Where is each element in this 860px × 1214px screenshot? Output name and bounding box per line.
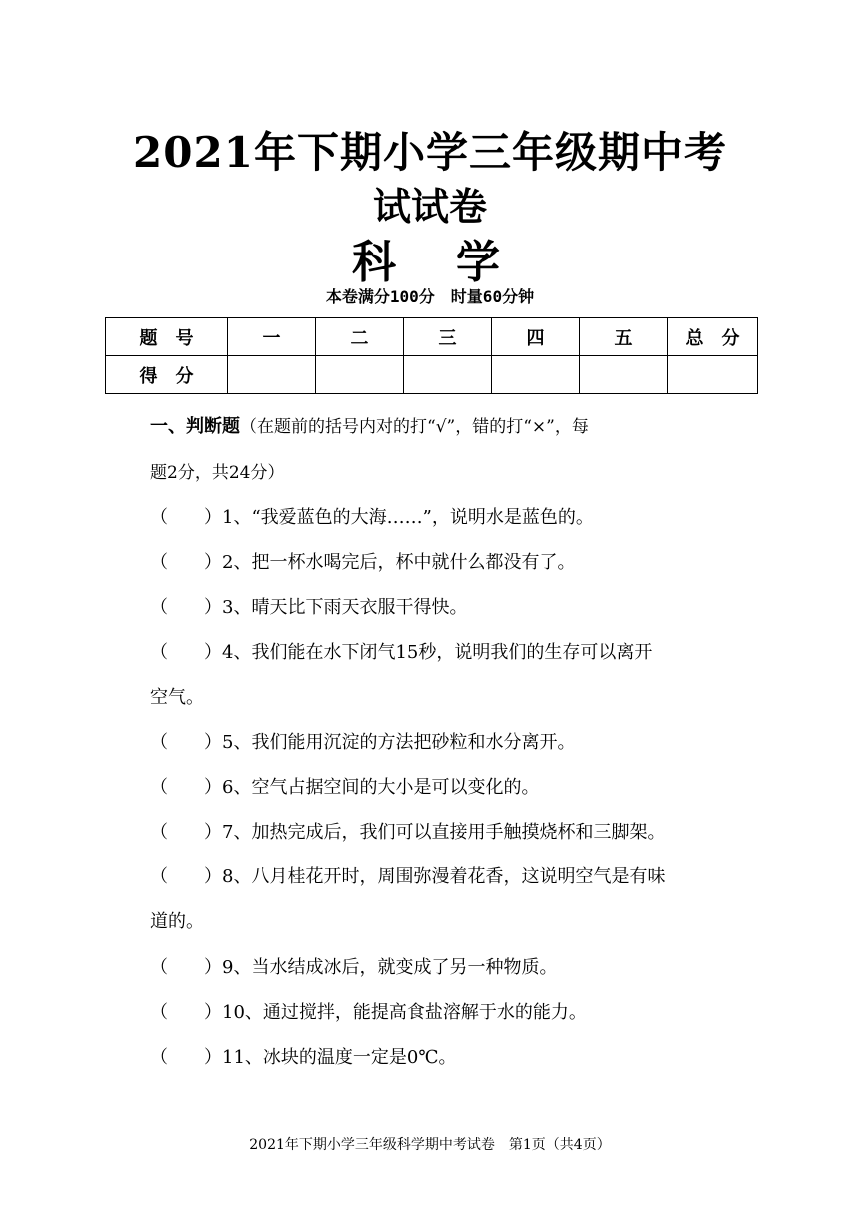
question-8: （ ）8、八月桂花开时，周围弥漫着花香，这说明空气是有味 [150, 866, 666, 887]
score-table [105, 317, 758, 394]
section-1-title: 一、判断题 [150, 416, 240, 437]
exam-meta: 本卷满分100分 时量60分钟 [325, 287, 535, 306]
score-cell-4[interactable] [492, 356, 580, 394]
question-4-cont: 空气。 [150, 687, 204, 708]
section-1-instructions-cont: 题2分，共24分） [150, 463, 285, 483]
question-5: （ ）5、我们能用沉淀的方法把砂粒和水分离开。 [150, 732, 576, 753]
section-4-header: 四 [492, 318, 580, 356]
score-table-header-row [106, 318, 758, 356]
question-3: （ ）3、晴天比下雨天衣服干得快。 [150, 597, 468, 618]
question-10: （ ）10、通过搅拌，能提高食盐溶解于水的能力。 [150, 1002, 587, 1023]
section-1-instructions: （在题前的括号内对的打“√”，错的打“×”，每 [240, 417, 589, 437]
total-score-header: 总 分 [668, 318, 758, 356]
question-11: （ ）11、冰块的温度一定是0℃。 [150, 1047, 457, 1068]
page-footer: 2021年下期小学三年级科学期中考试卷 第1页（共4页） [249, 1137, 611, 1153]
question-1: （ ）1、“我爱蓝色的大海……”，说明水是蓝色的。 [150, 507, 594, 528]
question-8-cont: 道的。 [150, 911, 204, 932]
section-3-header: 三 [404, 318, 492, 356]
score-label: 得 分 [106, 356, 228, 394]
score-cell-3[interactable] [404, 356, 492, 394]
question-7: （ ）7、加热完成后，我们可以直接用手触摸烧杯和三脚架。 [150, 822, 666, 843]
section-5-header: 五 [580, 318, 668, 356]
subject-title: 科 学 [352, 237, 508, 288]
question-4: （ ）4、我们能在水下闭气15秒，说明我们的生存可以离开 [150, 642, 653, 663]
section-1-heading [150, 412, 730, 438]
title-line-2: 试试卷 [372, 184, 487, 229]
score-cell-1[interactable] [228, 356, 316, 394]
question-2: （ ）2、把一杯水喝完后，杯中就什么都没有了。 [150, 552, 576, 573]
score-cell-5[interactable] [580, 356, 668, 394]
section-2-header: 二 [316, 318, 404, 356]
score-cell-total[interactable] [668, 356, 758, 394]
score-cell-2[interactable] [316, 356, 404, 394]
question-9: （ ）9、当水结成冰后，就变成了另一种物质。 [150, 957, 558, 978]
section-1-header: 一 [228, 318, 316, 356]
score-table-score-row [106, 356, 758, 394]
question-number-label: 题 号 [106, 318, 228, 356]
question-6: （ ）6、空气占据空间的大小是可以变化的。 [150, 777, 540, 798]
title-line-1: 2021年下期小学三年级期中考 [133, 128, 727, 177]
